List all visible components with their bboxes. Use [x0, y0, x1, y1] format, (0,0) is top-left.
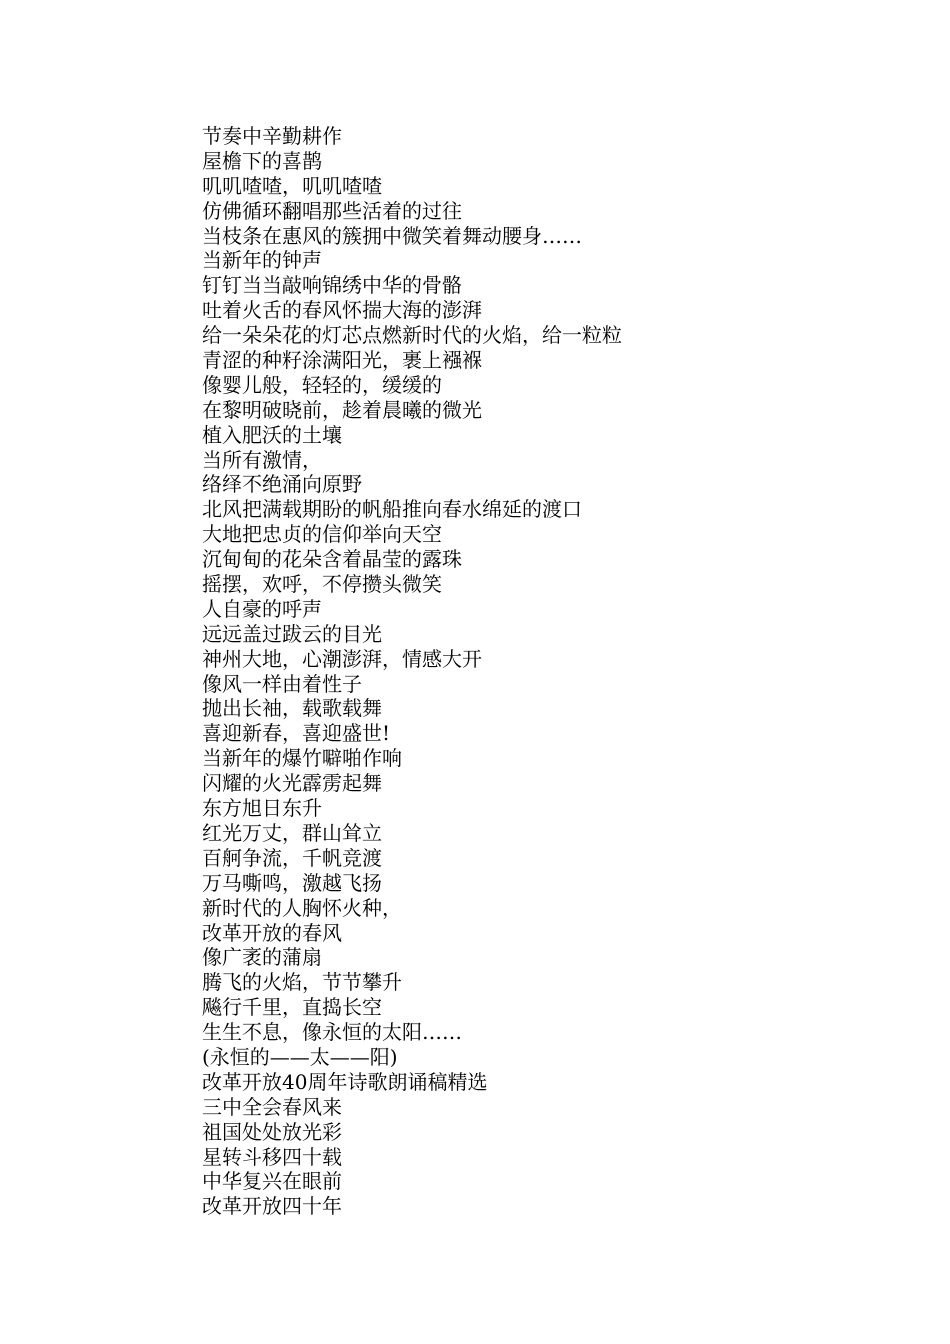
poem-line: 喜迎新春，喜迎盛世!	[202, 721, 391, 746]
poem-line: 络绎不绝涌向原野	[202, 472, 362, 497]
poem-line: 闪耀的火光霹雳起舞	[202, 771, 382, 796]
poem-line: 大地把忠贞的信仰举向天空	[202, 522, 442, 547]
poem-line: (永恒的——太——阳)	[202, 1044, 398, 1069]
poem-line: 中华复兴在眼前	[202, 1169, 342, 1194]
poem-line: 摇摆，欢呼，不停攒头微笑	[202, 572, 442, 597]
poem-line: 在黎明破晓前，趁着晨曦的微光	[202, 397, 482, 422]
poem-line: 叽叽喳喳，叽叽喳喳	[202, 173, 382, 198]
poem-line: 钉钉当当敲响锦绣中华的骨骼	[202, 273, 462, 298]
poem-line: 给一朵朵花的灯芯点燃新时代的火焰，给一粒粒	[202, 323, 622, 348]
poem-line: 像广袤的蒲扇	[202, 945, 322, 970]
poem-line: 红光万丈，群山耸立	[202, 820, 382, 845]
poem-line: 北风把满载期盼的帆船推向春水绵延的渡口	[202, 497, 582, 522]
poem-line: 仿佛循环翻唱那些活着的过往	[202, 198, 462, 223]
poem-line: 像婴儿般，轻轻的，缓缓的	[202, 372, 442, 397]
poem-line: 东方旭日东升	[202, 796, 322, 821]
poem-line: 新时代的人胸怀火种，	[202, 895, 402, 920]
poem-line: 像风一样由着性子	[202, 671, 362, 696]
poem-line: 三中全会春风来	[202, 1094, 342, 1119]
poem-line: 当新年的爆竹噼啪作响	[202, 746, 402, 771]
poem-line: 当枝条在惠风的簇拥中微笑着舞动腰身……	[202, 223, 582, 248]
poem-line: 吐着火舌的春风怀揣大海的澎湃	[202, 298, 482, 323]
poem-line: 节奏中辛勤耕作	[202, 124, 342, 148]
poem-line: 青涩的种籽涂满阳光，裹上襁褓	[202, 348, 482, 373]
poem-text	[202, 124, 902, 1219]
poem-line: 生生不息，像永恒的太阳……	[202, 1020, 462, 1045]
poem-line: 抛出长袖，载歌载舞	[202, 696, 382, 721]
poem-line: 远远盖过跋云的目光	[202, 621, 382, 646]
poem-line: 神州大地，心潮澎湃，情感大开	[202, 646, 482, 671]
poem-line: 星转斗移四十载	[202, 1144, 342, 1169]
poem-line: 当所有激情，	[202, 447, 322, 472]
poem-line: 腾飞的火焰，节节攀升	[202, 970, 402, 995]
poem-line: 屋檐下的喜鹊	[202, 148, 322, 173]
poem-line: 改革开放四十年	[202, 1194, 342, 1219]
poem-line: 飚行千里，直捣长空	[202, 995, 382, 1020]
poem-line: 改革开放的春风	[202, 920, 342, 945]
poem-line: 祖国处处放光彩	[202, 1119, 342, 1144]
poem-line: 百舸争流，千帆竞渡	[202, 845, 382, 870]
poem-line: 万马嘶鸣，激越飞扬	[202, 870, 382, 895]
section-title: 改革开放40周年诗歌朗诵稿精选	[202, 1069, 488, 1094]
poem-line: 人自豪的呼声	[202, 596, 322, 621]
poem-line: 沉甸甸的花朵含着晶莹的露珠	[202, 547, 462, 572]
poem-line: 植入肥沃的土壤	[202, 422, 342, 447]
poem-line: 当新年的钟声	[202, 248, 322, 273]
